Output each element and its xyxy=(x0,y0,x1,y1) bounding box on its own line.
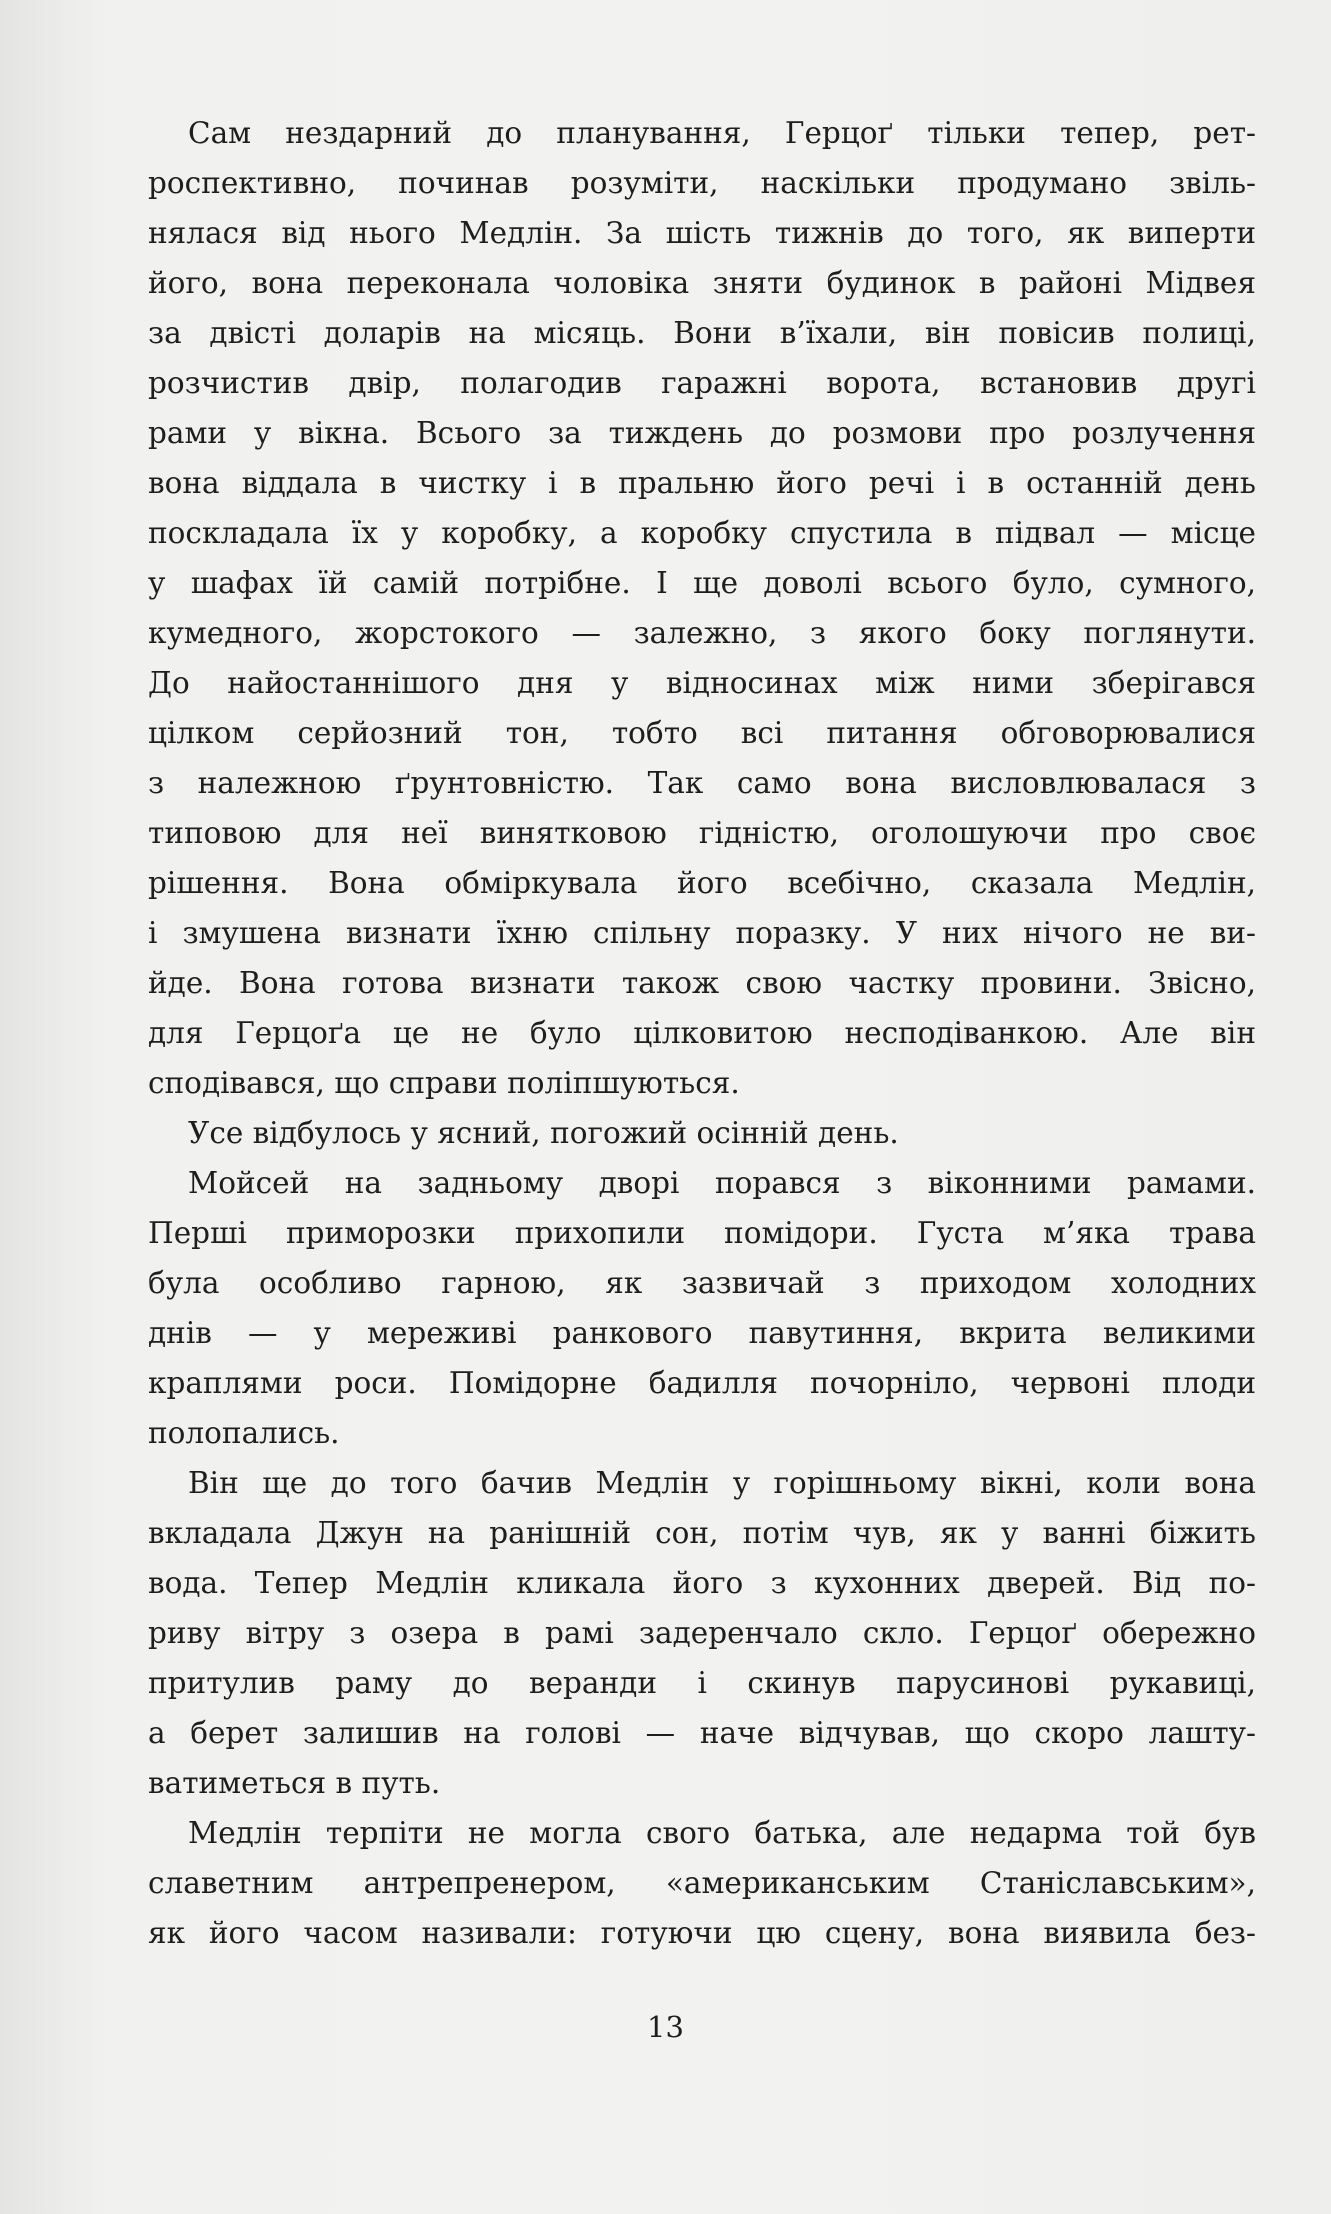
text-line: Медлін терпіти не могла свого батька, але недарма той був xyxy=(188,1816,1256,1850)
text-line: за двісті доларів на місяць. Вони в’їхали, він повісив полиці, xyxy=(148,316,1256,350)
text-line: ватиметься в путь. xyxy=(148,1766,441,1800)
text-line: з належною ґрунтовністю. Так само вона висловлювалася з xyxy=(148,766,1256,800)
page-text xyxy=(148,108,1256,1958)
text-line: Мойсей на задньому дворі порався з віконними рамами. xyxy=(188,1166,1256,1200)
text-line: розчистив двір, полагодив гаражні ворота, встановив другі xyxy=(148,366,1256,400)
text-line: як його часом називали: готуючи цю сцену, вона виявила без- xyxy=(148,1916,1256,1950)
text-line: риву вітру з озера в рамі задеренчало скло. Герцоґ обережно xyxy=(148,1616,1256,1650)
text-line: цілком серйозний тон, тобто всі питання обговорювалися xyxy=(148,716,1256,750)
text-line: кумедного, жорстокого — залежно, з якого боку поглянути. xyxy=(148,616,1256,650)
text-line: і змушена визнати їхню спільну поразку. У них нічого не ви- xyxy=(148,916,1256,950)
text-line: нялася від нього Медлін. За шість тижнів до того, як виперти xyxy=(148,216,1256,250)
text-line: поскладала їх у коробку, а коробку спустила в підвал — місце xyxy=(148,516,1256,550)
text-line: полопались. xyxy=(148,1416,340,1450)
page-number: 13 xyxy=(647,2010,684,2044)
text-line: а берет залишив на голові — наче відчував, що скоро лашту- xyxy=(148,1716,1256,1750)
text-line: Сам нездарний до планування, Герцоґ тільки тепер, рет- xyxy=(188,116,1256,150)
text-line: була особливо гарною, як зазвичай з приходом холодних xyxy=(148,1266,1256,1300)
text-line: роспективно, починав розуміти, наскільки продумано звіль- xyxy=(148,166,1256,200)
text-line: вкладала Джун на ранішній сон, потім чув, як у ванні біжить xyxy=(148,1516,1256,1550)
text-line: сподівався, що справи поліпшуються. xyxy=(148,1066,740,1100)
text-line: йде. Вона готова визнати також свою частку провини. Звісно, xyxy=(148,966,1256,1000)
text-line: у шафах їй самій потрібне. І ще доволі всього було, сумного, xyxy=(148,566,1256,600)
text-line: Він ще до того бачив Медлін у горішньому вікні, коли вона xyxy=(188,1466,1256,1500)
text-line: Перші приморозки прихопили помідори. Густа м’яка трава xyxy=(148,1216,1256,1250)
text-line: До найостаннішого дня у відносинах між ними зберігався xyxy=(148,666,1256,700)
text-line: вода. Тепер Медлін кликала його з кухонних дверей. Від по- xyxy=(148,1566,1256,1600)
text-line: днів — у мереживі ранкового павутиння, вкрита великими xyxy=(148,1316,1256,1350)
text-line: вона віддала в чистку і в пральню його речі і в останній день xyxy=(148,466,1256,500)
text-line: Усе відбулось у ясний, погожий осінній день. xyxy=(188,1116,899,1150)
text-line: типовою для неї винятковою гідністю, оголошуючи про своє xyxy=(148,816,1256,850)
text-line: його, вона переконала чоловіка зняти будинок в районі Мідвея xyxy=(148,266,1256,300)
text-line: славетним антрепренером, «американським Станіславським», xyxy=(148,1866,1256,1900)
text-line: рами у вікна. Всього за тиждень до розмови про розлучення xyxy=(148,416,1256,450)
text-line: рішення. Вона обміркувала його всебічно, сказала Медлін, xyxy=(148,866,1256,900)
text-line: краплями роси. Помідорне бадилля почорніло, червоні плоди xyxy=(148,1366,1256,1400)
text-line: притулив раму до веранди і скинув парусинові рукавиці, xyxy=(148,1666,1256,1700)
text-line: для Герцоґа це не було цілковитою несподіванкою. Але він xyxy=(148,1016,1256,1050)
